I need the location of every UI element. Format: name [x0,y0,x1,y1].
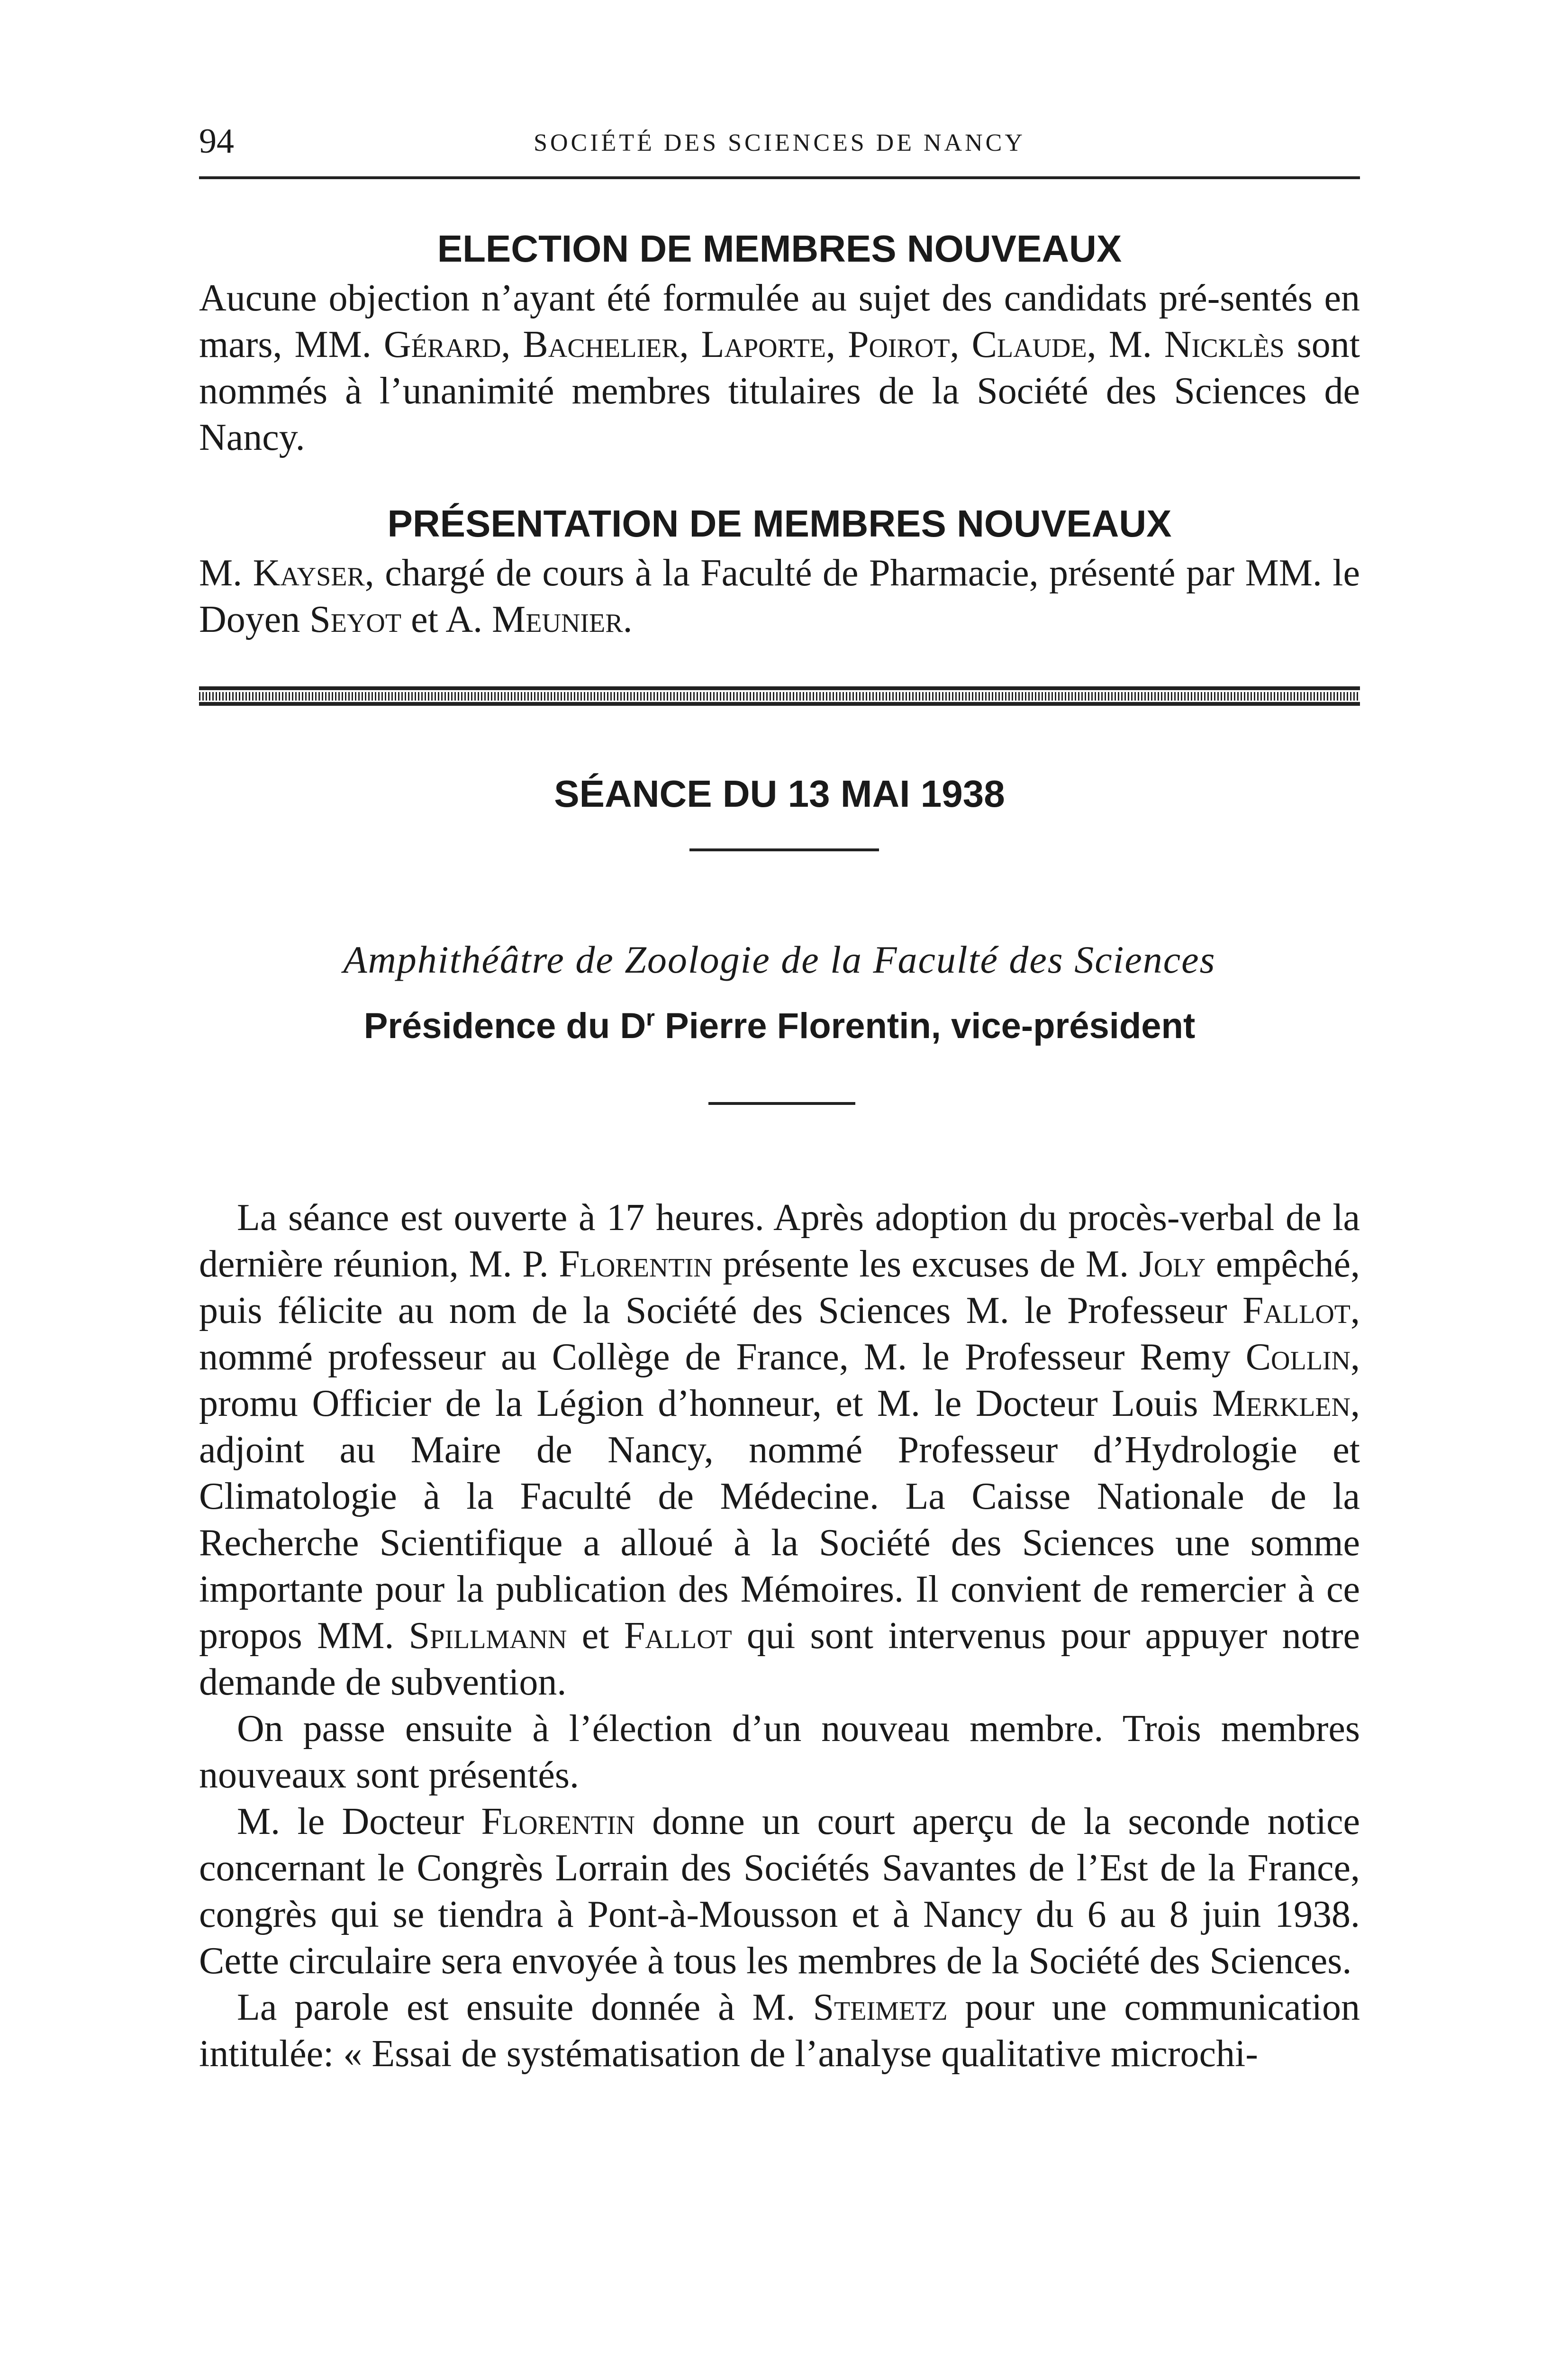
person-name: Florentin [559,1243,713,1285]
text-run: M. [199,552,253,594]
seance-location: Amphithéâtre de Zoologie de la Faculté des Sciences [343,938,1216,981]
decorative-rule [199,686,1360,706]
text-run: Présidence du D [363,1006,646,1046]
election-heading: ELECTION DE MEMBRES NOUVEAUX [437,228,1122,270]
text-run: , nommé professeur au Collège de France, M. le Professeur Remy [199,1290,1360,1378]
person-name: Poirot [847,324,950,365]
text-run: La séance est ouverte à 17 heures. Après adoption du procès-verbal de la dernière réunion, M. P. [199,1197,1360,1285]
text-run: , M. [1087,324,1164,365]
page-number: 94 [199,122,234,161]
text-run: pour une communication intitulée: « Essai de systématisation de l’analyse qualitative microchi- [199,1987,1360,2075]
header-rule [199,176,1360,179]
text-run: La parole est ensuite donnée à M. [237,1987,813,2028]
person-name: Merklen [1212,1383,1350,1424]
body-paragraph: On passe ensuite à l’élection d’un nouveau membre. Trois membres nouveaux sont présentés. [199,1708,1360,1796]
person-name: Seyot [309,599,402,640]
text-run: , adjoint au Maire de Nancy, nommé Professeur d’Hydrologie et Climatologie à la Faculté de Médecine. La Caisse Nationale de la Recherche Scientifique a alloué à la Société des Sciences une somme importante pour la publication des Mémoires. Il convient de remercier à ce propos MM. [199,1383,1360,1657]
text-run: Aucune objection n’ayant été formulée au sujet des candidats pré-sentés en mars, MM. [199,277,1360,365]
election-section [199,223,1360,461]
text-run: , [501,324,523,365]
presentation-section [199,498,1360,643]
person-name: Kayser [253,552,365,594]
person-name: Spillmann [408,1615,567,1657]
person-name: Nicklès [1164,324,1285,365]
text-run: qui sont intervenus pour appuyer notre demande de subvention. [199,1615,1360,1703]
running-header [199,122,1360,160]
person-name: Florentin [481,1801,635,1842]
text-run: , [950,324,972,365]
text-run: Pierre Florentin, vice-président [654,1006,1196,1046]
seance-heading: SÉANCE DU 13 MAI 1938 [554,773,1005,815]
person-name: Bachelier [523,324,680,365]
text-run: présente les excuses de M. [712,1243,1139,1285]
presentation-paragraph [199,550,1360,643]
text-run: . [623,599,633,640]
person-name: Laporte [701,324,826,365]
seance-presidence [199,1003,1360,1050]
body-paragraph [199,1984,1360,2077]
text-run: , chargé de cours à la Faculté de Pharmacie, présenté par MM. le Doyen [199,552,1360,640]
text-run: , [679,324,701,365]
person-name: Claude [971,324,1087,365]
text-run: et A. [401,599,492,640]
person-name: Steimetz [813,1987,948,2028]
body-paragraph [199,1798,1360,1984]
short-rule [708,1102,855,1105]
text-run: , promu Officier de la Légion d’honneur, et M. le Docteur Louis [199,1336,1360,1424]
text-run: donne un court aperçu de la seconde notice concernant le Congrès Lorrain des Sociétés Savantes de l’Est de la France, congrès qui se tiendra à Pont-à-Mousson et à Nancy du 6 au 8 juin 1938. Cette circulaire sera envoyée à tous les membres de la Société des Sciences. [199,1801,1360,1982]
seance-body [199,1194,1360,2077]
presentation-heading: PRÉSENTATION DE MEMBRES NOUVEAUX [387,502,1172,545]
body-paragraph [199,1194,1360,1705]
person-name: Fallot [624,1615,732,1657]
text-run: empêché, puis félicite au nom de la Société des Sciences M. le Professeur [199,1243,1360,1331]
election-paragraph [199,275,1360,461]
seance-heading-block [199,768,1360,820]
text-run: , [825,324,848,365]
person-name: Joly [1139,1243,1206,1285]
text-run: sont nommés à l’unanimité membres titulaires de la Société des Sciences de Nancy. [199,324,1360,458]
superscript: r [646,1005,655,1031]
short-rule [689,848,879,851]
text-run: et [567,1615,624,1657]
person-name: Fallot [1242,1290,1350,1331]
person-name: Collin [1245,1336,1350,1378]
person-name: Gérard [383,324,501,365]
journal-title: SOCIÉTÉ DES SCIENCES DE NANCY [534,129,1025,156]
text-run: M. le Docteur [237,1801,481,1842]
person-name: Meunier [492,599,623,640]
